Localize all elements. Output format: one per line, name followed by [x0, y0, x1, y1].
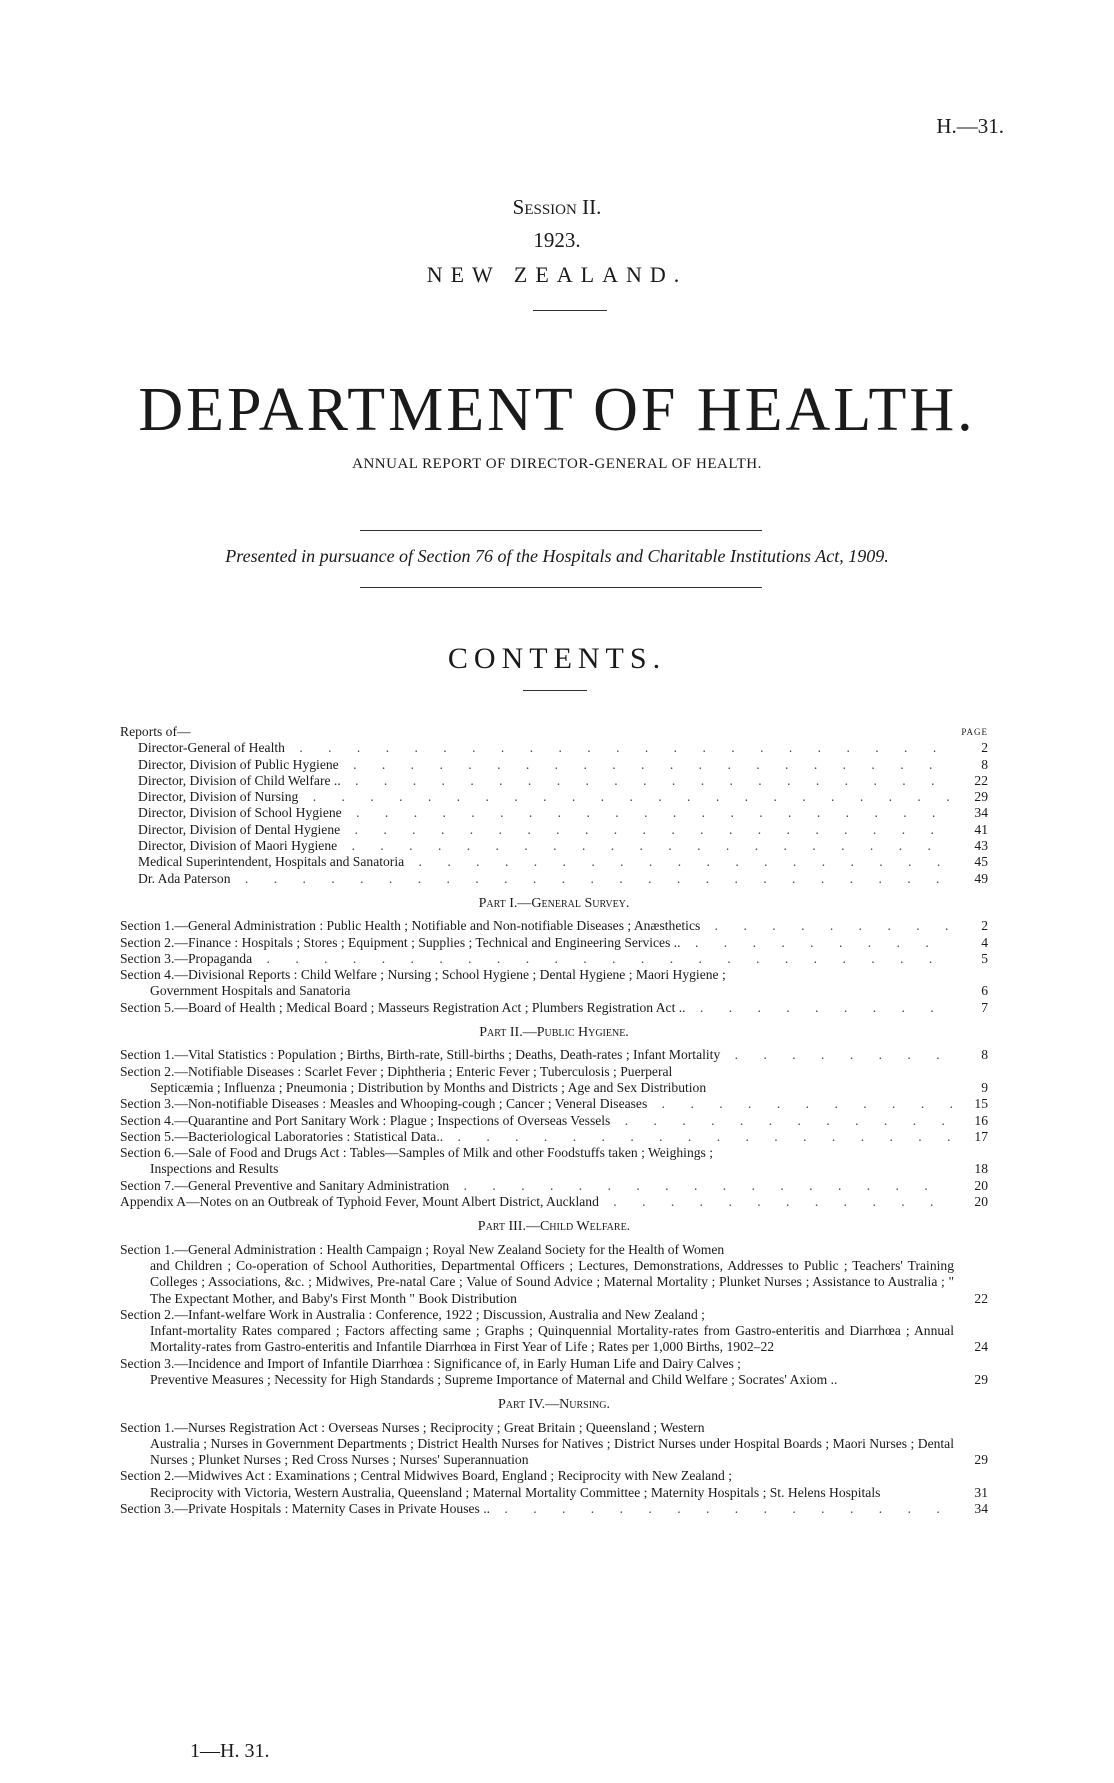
toc-entry-body [120, 1420, 954, 1469]
part-heading: Part I.—General Survey. [478, 895, 630, 911]
toc-page-number: 34 [974, 1501, 988, 1517]
part-heading: Part II.—Public Hygiene. [479, 1025, 629, 1041]
toc-page-number: 7 [981, 999, 988, 1015]
toc-section-entry [120, 1064, 988, 1097]
document-reference: H.—31. [936, 114, 1004, 138]
toc-page-number: 34 [974, 805, 988, 821]
toc-page-number: 29 [974, 1452, 988, 1468]
part-heading: Part III.—Child Welfare. [477, 1219, 631, 1235]
toc-page-number: 17 [974, 1128, 988, 1144]
toc-entry-body [120, 1064, 954, 1097]
toc-entry-text: Director-General of Health . . . [138, 740, 954, 756]
toc-section-entry [120, 967, 988, 1000]
toc-entry-body [120, 967, 954, 1000]
toc-entry-text: Director, Division of Child Welfare .. . . . [138, 773, 954, 789]
toc-report-row [120, 854, 988, 870]
toc-report-row [120, 789, 988, 805]
page-column-label: PAGE [961, 727, 988, 737]
toc-entry-text: Section 4.—Quarantine and Port Sanitary Work : Plague ; Inspections of Overseas Vessels . . . [120, 1113, 954, 1129]
toc-entry-text: Section 6.—Sale of Food and Drugs Act : Tables—Samples of Milk and other Foodstuffs taken ; Weighings ; [120, 1145, 714, 1161]
toc-entry-continuation: Infant-mortality Rates compared ; Factors affecting same ; Graphs ; Quinquennial Mortality-rates from Gastro-enteritis and Diarrhœa ; Annual Mortality-rates from Gastro-enteritis and Infantile Diarrhœa in First Year of Life ; Rates per 1,000 Births, 1902–22 [150, 1323, 954, 1355]
table-of-contents [120, 724, 988, 1517]
toc-section-entry [120, 935, 988, 951]
toc-page-number: 49 [974, 870, 988, 886]
toc-entry-body [120, 1242, 954, 1307]
toc-page-number: 15 [974, 1096, 988, 1112]
toc-entry-text: Section 2.—Notifiable Diseases : Scarlet Fever ; Diphtheria ; Enteric Fever ; Tuberculosis ; Puerperal [120, 1063, 673, 1079]
divider [533, 310, 607, 311]
year-label: 1923. [533, 228, 581, 252]
toc-section-entry [120, 1307, 988, 1356]
toc-page-number: 22 [974, 772, 988, 788]
toc-page-number: 9 [981, 1079, 988, 1095]
toc-section-entry [120, 918, 988, 934]
toc-section-entry [120, 1047, 988, 1063]
toc-section-entry [120, 1113, 988, 1129]
toc-report-row [120, 805, 988, 821]
toc-page-number: 8 [981, 1047, 988, 1063]
toc-entry-body [120, 1356, 954, 1389]
toc-entry-text: Medical Superintendent, Hospitals and Sanatoria . . . [138, 854, 954, 870]
toc-entry-text: Section 3.—Non-notifiable Diseases : Measles and Whooping-cough ; Cancer ; Veneral Diseases . . . [120, 1096, 954, 1112]
toc-page-number: 2 [981, 918, 988, 934]
toc-section-entry [120, 1194, 988, 1210]
toc-entry-text: Director, Division of Nursing . . . [138, 789, 954, 805]
page-subtitle: ANNUAL REPORT OF DIRECTOR-GENERAL OF HEALTH. [352, 456, 762, 472]
toc-page-number: 24 [974, 1339, 988, 1355]
toc-page-number: 43 [974, 838, 988, 854]
session-label: Session II. [512, 195, 602, 219]
toc-entry-text: Section 2.—Finance : Hospitals ; Stores ; Equipment ; Supplies ; Technical and Engineering Services .. . . . [120, 935, 954, 951]
toc-entry-continuation: and Children ; Co-operation of School Authorities, Departmental Officers ; Lectures, Demonstrations, Addresses to Public ; Teachers' Training Colleges ; Associations, &c. ; Midwives, Pre-natal Care ; Value of Sound Advice ; Maternal Mortality ; Plunket Nurses ; Assistance to Australia ; " The Expectant Mother, and Baby's First Month " Book Distribution [150, 1257, 954, 1306]
divider [360, 587, 762, 588]
toc-entry-text: Section 1.—General Administration : Public Health ; Notifiable and Non-notifiable Diseases ; Anæsthetics . . . [120, 918, 954, 934]
toc-page-number: 45 [974, 854, 988, 870]
toc-entry-text: Director, Division of Public Hygiene . . . [138, 757, 954, 773]
toc-entry-text: Section 2.—Infant-welfare Work in Australia : Conference, 1922 ; Discussion, Australia and New Zealand ; [120, 1306, 705, 1322]
toc-entry-continuation: Septicæmia ; Influenza ; Pneumonia ; Distribution by Months and Districts ; Age and Sex Distribution [150, 1079, 707, 1095]
toc-entry-continuation: Government Hospitals and Sanatoria [150, 983, 351, 999]
reports-list [120, 740, 988, 887]
toc-page-number: 18 [974, 1161, 988, 1177]
toc-section-entry [120, 1420, 988, 1469]
toc-section-entry [120, 1129, 988, 1145]
toc-entry-body [120, 1307, 954, 1356]
toc-report-row [120, 757, 988, 773]
toc-report-row [120, 838, 988, 854]
toc-page-number: 4 [981, 934, 988, 950]
toc-section-entry [120, 951, 988, 967]
toc-section-entry [120, 1356, 988, 1389]
toc-page-number: 22 [974, 1290, 988, 1306]
toc-entry-text: Section 4.—Divisional Reports : Child Welfare ; Nursing ; School Hygiene ; Dental Hygiene ; Maori Hygiene ; [120, 967, 726, 983]
toc-entry-text: Appendix A—Notes on an Outbreak of Typhoid Fever, Mount Albert District, Auckland . . . [120, 1194, 954, 1210]
toc-entry-continuation: Preventive Measures ; Necessity for High Standards ; Supreme Importance of Maternal and Child Welfare ; Socrates' Axiom .. [150, 1371, 838, 1387]
toc-entry-text: Section 5.—Board of Health ; Medical Board ; Masseurs Registration Act ; Plumbers Registration Act .. . . . [120, 1000, 954, 1016]
toc-entry-text: Section 1.—Vital Statistics : Population ; Births, Birth-rate, Still-births ; Deaths, Death-rates ; Infant Mortality . . . [120, 1047, 954, 1063]
country-label: NEW ZEALAND. [426, 262, 688, 287]
page-title: DEPARTMENT OF HEALTH. [138, 376, 976, 444]
toc-page-number: 29 [974, 1371, 988, 1387]
toc-report-row [120, 740, 988, 756]
toc-report-row [120, 871, 988, 887]
toc-entry-text: Director, Division of Dental Hygiene . . . [138, 822, 954, 838]
toc-section-entry [120, 1178, 988, 1194]
toc-entry-text: Section 3.—Incidence and Import of Infantile Diarrhœa : Significance of, in Early Human Life and Dairy Calves ; [120, 1355, 741, 1371]
toc-page-number: 20 [974, 1194, 988, 1210]
toc-report-row [120, 822, 988, 838]
toc-entry-text: Section 3.—Private Hospitals : Maternity Cases in Private Houses .. . . . [120, 1501, 954, 1517]
toc-page-number: 16 [974, 1112, 988, 1128]
toc-page-number: 29 [974, 789, 988, 805]
toc-section-entry [120, 1501, 988, 1517]
toc-entry-body [120, 1468, 954, 1501]
toc-entry-body [120, 1145, 954, 1178]
divider [360, 530, 762, 531]
toc-entry-text: Dr. Ada Paterson . . . [138, 871, 954, 887]
toc-entry-continuation: Inspections and Results [150, 1161, 279, 1177]
toc-page-number: 2 [981, 740, 988, 756]
divider [523, 690, 587, 691]
toc-section-entry [120, 1000, 988, 1016]
toc-entry-continuation: Reciprocity with Victoria, Western Australia, Queensland ; Maternal Mortality Committee ; Maternity Hospitals ; St. Helens Hospitals [150, 1484, 881, 1500]
toc-page-number: 5 [981, 950, 988, 966]
toc-report-row [120, 773, 988, 789]
toc-entry-text: Director, Division of Maori Hygiene . . . [138, 838, 954, 854]
toc-section-entry [120, 1096, 988, 1112]
toc-page-number: 20 [974, 1177, 988, 1193]
toc-section-entry [120, 1145, 988, 1178]
toc-entry-text: Section 3.—Propaganda . . . [120, 951, 954, 967]
toc-section-entry [120, 1468, 988, 1501]
part-heading: Part IV.—Nursing. [498, 1397, 610, 1413]
parts-list [120, 896, 988, 1517]
toc-section-entry [120, 1242, 988, 1307]
page-footer: 1—H. 31. [190, 1740, 270, 1762]
toc-page-number: 31 [974, 1484, 988, 1500]
toc-entry-text: Section 1.—Nurses Registration Act : Overseas Nurses ; Reciprocity ; Great Britain ; Queensland ; Western [120, 1419, 705, 1435]
toc-entry-text: Section 7.—General Preventive and Sanitary Administration . . . [120, 1178, 954, 1194]
toc-page-number: 41 [974, 821, 988, 837]
toc-entry-text: Director, Division of School Hygiene . . . [138, 805, 954, 821]
toc-entry-text: Section 5.—Bacteriological Laboratories : Statistical Data.. . . . [120, 1129, 954, 1145]
toc-entry-continuation: Australia ; Nurses in Government Departments ; District Health Nurses for Natives ; District Nurses under Hospital Boards ; Maori Nurses ; Dental Nurses ; Plunket Nurses ; Red Cross Nurses ; Nurses' Superannuation [150, 1435, 954, 1468]
contents-heading: CONTENTS. [447, 642, 667, 675]
toc-entry-text: Section 1.—General Administration : Health Campaign ; Royal New Zealand Society for the Health of Women [120, 1241, 725, 1257]
toc-page-number: 6 [981, 983, 988, 999]
presented-note: Presented in pursuance of Section 76 of the Hospitals and Charitable Institutions Act, 1909. [225, 546, 889, 566]
toc-page-number: 8 [981, 756, 988, 772]
toc-entry-text: Section 2.—Midwives Act : Examinations ; Central Midwives Board, England ; Reciprocity with New Zealand ; [120, 1468, 732, 1484]
reports-heading: Reports of— [120, 724, 191, 739]
reports-heading-row [120, 724, 988, 740]
